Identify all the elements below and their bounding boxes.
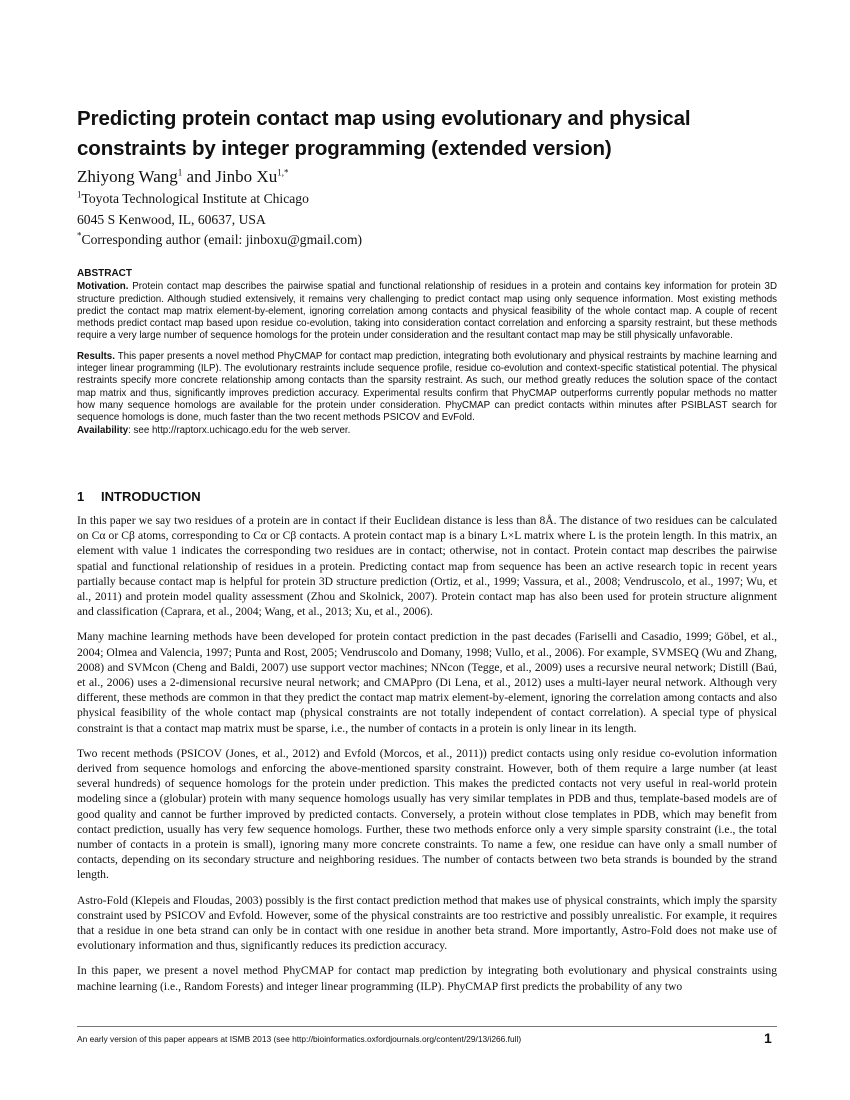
author-line <box>77 166 288 188</box>
corresponding-author <box>77 231 362 249</box>
availability-text: : see http://raptorx.uchicago.edu for the web server. <box>128 424 351 436</box>
section-number: 1 <box>77 489 85 504</box>
author-connector: and <box>182 167 216 186</box>
results-label: Results. <box>77 350 115 362</box>
motivation-text: Protein contact map describes the pairwise spatial and functional relationship of residues in a protein and contains key information for protein 3D structure prediction. Although studied extensively, it remains very challenging to predict contact map using only sequence information. Most existing methods predict the contact map matrix element-by-element, ignoring correlation among contacts and physical feasibility of the whole contact map. A couple of recent methods predict contact map based upon residue co-evolution, taking into consideration contact correlation and enforcing a sparsity restraint, but these methods require a very large number of sequence homologs for the protein under consideration and the resultant contact map may be still physically unfavorable. <box>77 281 777 342</box>
section-heading <box>77 489 201 504</box>
author-name: Jinbo Xu <box>215 167 278 186</box>
footer-divider <box>77 1026 777 1027</box>
paragraph: Many machine learning methods have been developed for protein contact prediction in the past decades (Fariselli and Casadio, 1999; Göbel, et al., 2004; Olmea and Valencia, 1997; Punta and Rost, 2005; Vendruscolo and Domany, 1998; Vullo, et al., 2006). For example, SVMSEQ (Wu and Zhang, 2008) and SVMcon (Cheng and Baldi, 2007) use support vector machines; NNcon (Tegge, et al., 2009) uses a recursive neural network; Distill (Baú, et al., 2006) uses a 2-dimensional recursive neural network; and CMAPpro (Di Lena, et al., 2012) uses a multi-layer neural network. Although very different, these methods are common in that they predict the contact map matrix element-by-element, ignoring the correlation among contacts and also physical feasibility of the whole contact map (physical constraints are not totally independent of contact correlation). A special type of physical constraint is that a contact map matrix must be sparse, i.e., the number of contacts in a protein is only linear in its length. <box>77 630 777 735</box>
author-affiliation-mark: 1,* <box>277 167 289 178</box>
availability-label: Availability <box>77 424 129 436</box>
results-text: This paper presents a novel method PhyCMAP for contact map prediction, integrating both evolutionary and physical restraints by machine learning and integer linear programming (ILP). The evolutionary restraints include sequence profile, residue co-evolution and context-specific statistical potential. The physical restraints specify more concrete relationship among contacts than the sparsity restraint. As such, our method greatly reduces the solution space of the contact map matrix and thus, significantly improves prediction accuracy. Experimental results confirm that PhyCMAP outperforms currently popular methods no matter how many sequence homologs are available for the protein under consideration. PhyCMAP can predict contacts within minutes after PSIBLAST search for sequence homologs is done, much faster than the two recent methods PSICOV and EvFold. <box>77 350 777 424</box>
paragraph: Two recent methods (PSICOV (Jones, et al., 2012) and Evfold (Morcos, et al., 2011)) predict contacts using only residue co-evolution information derived from sequence homologs and enforcing the above-mentioned sparsity constraint. However, both of them require a large number (at least several hundreds) of sequence homologs for the protein under prediction. This makes the predicted contacts not very useful in real-world protein modeling since a (globular) protein with many sequence homologs usually has very similar templates in PDB and thus, template-based models are of good quality and cannot be further improved by predicted contacts. Conversely, a protein without close templates in PDB, which may benefit from contact prediction, usually has very few sequence homologs. Further, these two methods enforce only a very simple sparsity constraint (i.e., the total number of contacts in a protein is small), ignoring many more concrete constraints. To name a few, one residue can have only a small number of contacts, depending on its secondary structure and neighboring residues. The number of contacts between two beta strands is bounded by the strand length. <box>77 746 777 882</box>
paragraph: In this paper we say two residues of a protein are in contact if their Euclidean distance is less than 8Å. The distance of two residues can be calculated on Cα or Cβ atoms, corresponding to Cα or Cβ contacts. A protein contact map is a binary L×L matrix where L is the protein length. In this matrix, an element with value 1 indicates the corresponding two residues are in contact; otherwise, not in contact. Protein contact map describes the pairwise spatial and functional relationship of residues in a protein. Predicting contact map from sequence has been an active research topic in recent years partially because contact map is helpful for protein 3D structure prediction (Ortiz, et al., 1999; Vassura, et al., 2008; Vendruscolo, et al., 1997; Wu, et al., 2011) and protein model quality assessment (Zhou and Skolnick, 2007). Protein contact map has also been used for protein structure alignment and classification (Caprara, et al., 2004; Wang, et al., 2013; Xu, et al., 2006). <box>77 514 777 619</box>
affiliation-address: 6045 S Kenwood, IL, 60637, USA <box>77 212 266 227</box>
abstract <box>77 268 777 437</box>
author-name: Zhiyong Wang <box>77 167 178 186</box>
affiliation-institution <box>77 190 309 208</box>
page-number: 1 <box>764 1030 772 1046</box>
paper-title: Predicting protein contact map using evolutionary and physical constraints by integer programming (extended version) <box>77 107 691 160</box>
body-text <box>77 513 777 1004</box>
corresponding-mark: * <box>77 230 82 241</box>
corresponding-email: Corresponding author (email: jinboxu@gmail.com) <box>81 232 363 247</box>
abstract-motivation <box>77 281 777 342</box>
motivation-label: Motivation. <box>77 281 129 293</box>
author-affiliation-mark: 1 <box>177 167 183 178</box>
institution-name: Toyota Technological Institute at Chicago <box>81 191 309 206</box>
section-title: INTRODUCTION <box>101 489 201 504</box>
affiliation-mark: 1 <box>77 189 82 200</box>
abstract-heading: ABSTRACT <box>77 268 132 279</box>
abstract-availability <box>77 425 777 437</box>
abstract-results <box>77 351 777 425</box>
footer-note: An early version of this paper appears at ISMB 2013 (see http://bioinformatics.oxfordjournals.org/content/29/13/i266.full) <box>77 1034 522 1044</box>
paragraph: Astro-Fold (Klepeis and Floudas, 2003) possibly is the first contact prediction method that makes use of physical constraints, which imply the sparsity constraint used by PSICOV and Evfold. However, some of the physical constraints are too restrictive and possibly unrealistic. For example, it requires that a residue in one beta strand can only be in contact with one residue in another beta strand. More importantly, Astro-Fold does not make use of evolutionary information and thus, significantly reduces its prediction accuracy. <box>77 893 777 953</box>
paragraph: In this paper, we present a novel method PhyCMAP for contact map prediction by integrating both evolutionary and physical constraints using machine learning (i.e., Random Forests) and integer linear programming (ILP). PhyCMAP first predicts the probability of any two <box>77 964 777 993</box>
